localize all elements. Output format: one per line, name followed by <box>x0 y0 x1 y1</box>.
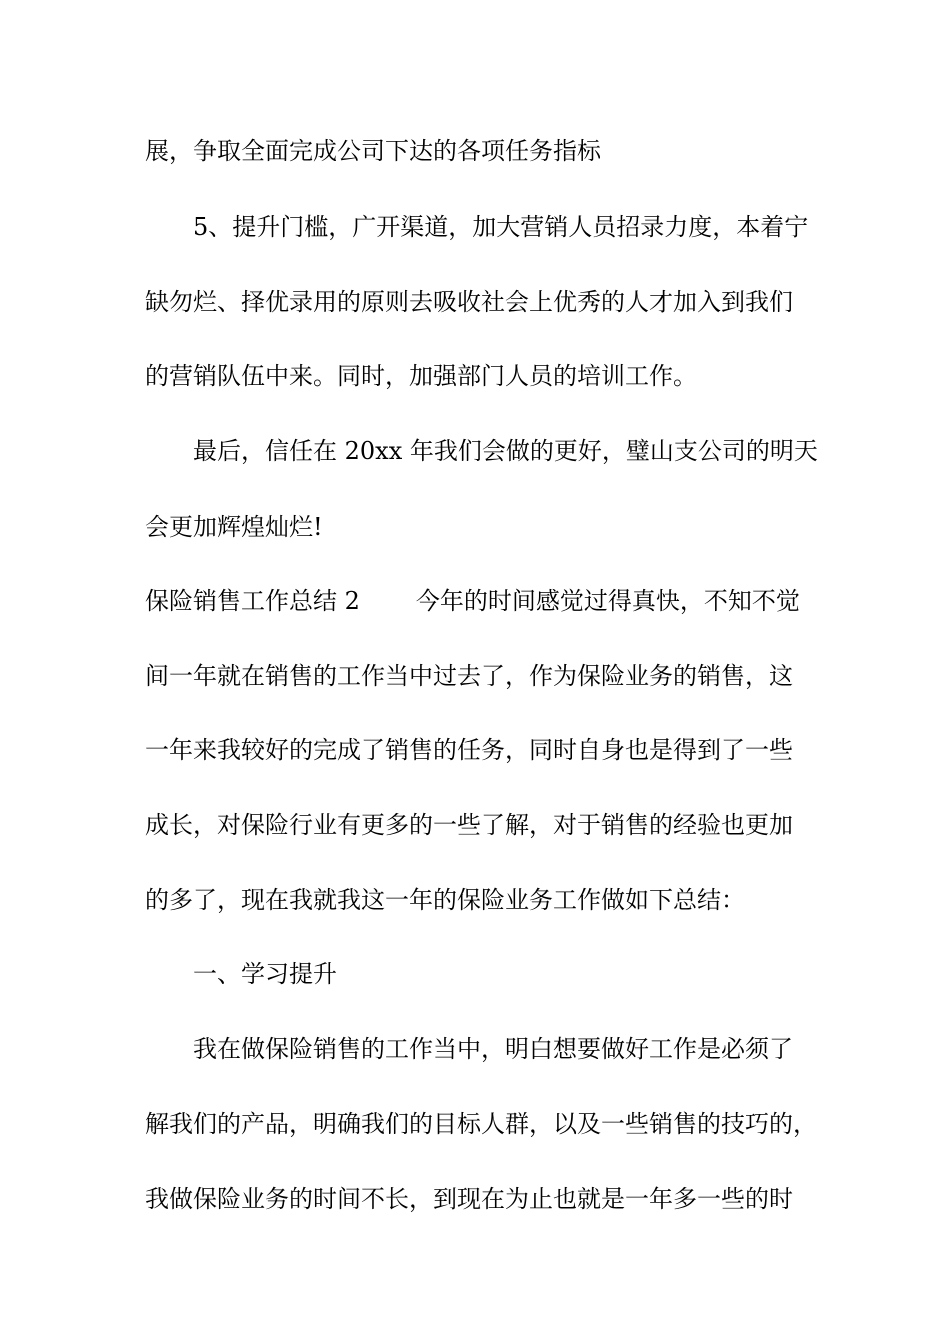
text-line: 解我们的产品，明确我们的目标人群，以及一些销售的技巧的， <box>145 1110 817 1138</box>
text-line: 缺勿烂、择优录用的原则去吸收社会上优秀的人才加入到我们 <box>145 288 793 316</box>
text-line: 5、提升门槛，广开渠道，加大营销人员招录力度，本着宁 <box>193 213 809 241</box>
text-line: 最后，信任在 20xx 年我们会做的更好，璧山支公司的明天 <box>193 437 818 465</box>
section-title: 保险销售工作总结 2 <box>145 587 360 615</box>
section-heading-line <box>145 586 800 616</box>
text-line: 我在做保险销售的工作当中，明白想要做好工作是必须了 <box>193 1035 793 1063</box>
text-line: 展，争取全面完成公司下达的各项任务指标 <box>145 137 601 165</box>
text-line: 我做保险业务的时间不长，到现在为止也就是一年多一些的时 <box>145 1185 793 1213</box>
subheading-line: 一、学习提升 <box>193 960 337 988</box>
text-line: 成长，对保险行业有更多的一些了解，对于销售的经验也更加 <box>145 811 793 839</box>
text-line: 间一年就在销售的工作当中过去了，作为保险业务的销售，这 <box>145 662 793 690</box>
section-text: 今年的时间感觉过得真快，不知不觉 <box>415 587 800 615</box>
text-line: 的多了，现在我就我这一年的保险业务工作做如下总结： <box>145 886 745 914</box>
text-line: 的营销队伍中来。同时，加强部门人员的培训工作。 <box>145 362 697 390</box>
text-line: 会更加辉煌灿烂! <box>145 513 323 541</box>
text-line: 一年来我较好的完成了销售的任务，同时自身也是得到了一些 <box>145 736 793 764</box>
